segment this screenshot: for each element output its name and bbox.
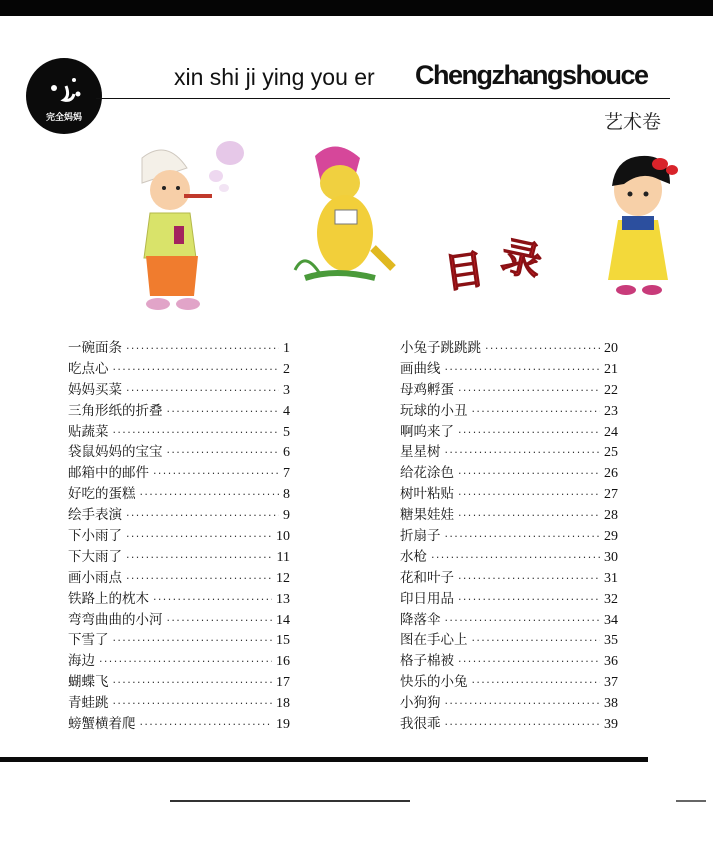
toc-entry[interactable] [400,651,618,672]
toc-entry-title: 贴蔬菜 [68,423,109,440]
toc-entry[interactable] [400,589,618,610]
toc-entry-page: 20 [604,341,618,356]
logo-figure-icon [44,74,84,104]
toc-leader-dots [445,527,601,548]
toc-entry-page: 8 [283,487,290,503]
child-blowing-bubbles-illustration [112,128,252,318]
toc-leader-dots [458,652,600,673]
toc-entry[interactable] [68,338,290,359]
toc-entry-title: 螃蟹横着爬 [68,716,136,733]
toc-entry-page: 38 [604,696,618,712]
toc-entry-title: 啊呜来了 [400,423,454,440]
toc-leader-dots [445,694,601,715]
toc-entry-title: 妈妈买菜 [68,381,122,398]
toc-entry-page: 22 [604,382,618,398]
toc-entry[interactable] [400,672,618,693]
toc-entry-page: 4 [283,403,290,419]
toc-leader-dots [472,673,601,694]
toc-entry[interactable] [400,401,618,422]
toc-entry-title: 格子棉被 [400,653,454,670]
toc-entry-page: 7 [283,466,290,482]
toc-entry-page: 2 [283,361,290,377]
toc-entry-title: 给花涂色 [400,465,454,482]
toc-entry-page: 10 [276,529,290,545]
toc-entry[interactable] [68,672,290,693]
toc-entry-page: 36 [604,654,618,670]
brand-title: Chengzhangshouce [415,60,648,90]
toc-leader-dots [126,339,279,360]
toc-leader-dots [126,527,272,548]
toc-entry[interactable] [68,693,290,714]
toc-entry[interactable] [400,463,618,484]
toc-leader-dots [458,423,600,444]
toc-leader-dots [458,381,600,402]
toc-leader-dots [167,443,280,464]
header-divider [96,98,670,99]
toc-entry-title: 下大雨了 [68,548,122,565]
toc-leader-dots [113,673,273,694]
toc-entry-title: 快乐的小兔 [400,674,468,691]
toc-leader-dots [113,423,280,444]
footer-thin-rule [170,800,410,802]
toc-entry-title: 糖果娃娃 [400,507,454,524]
toc-entry-page: 32 [604,591,618,607]
toc-leader-dots [472,402,601,423]
toc-leader-dots [167,611,273,632]
toc-leader-dots [445,443,601,464]
toc-entry[interactable] [400,484,618,505]
toc-entry-page: 1 [283,341,290,356]
toc-entry-page: 27 [604,487,618,503]
toc-leader-dots [458,506,600,527]
toc-entry[interactable] [400,442,618,463]
toc-entry-page: 23 [604,403,618,419]
toc-entry[interactable] [68,380,290,401]
logo-text: 完全妈妈 [45,113,82,123]
toc-entry-page: 15 [276,633,290,649]
toc-entry-title: 图在手心上 [400,632,468,649]
toc-entry[interactable] [400,568,618,589]
toc-leader-dots [153,590,272,611]
toc-entry-page: 29 [604,529,618,545]
toc-entry-page: 34 [604,612,618,628]
toc-leader-dots [445,360,601,381]
toc-entry[interactable] [68,359,290,380]
toc-leader-dots [113,694,273,715]
toc-entry-title: 三角形纸的折叠 [68,402,163,419]
toc-entry-title: 花和叶子 [400,569,454,586]
volume-label: 艺术卷 [604,111,662,133]
toc-entry-page: 17 [276,675,290,691]
toc-entry-title: 铁路上的枕木 [68,590,149,607]
toc-entry-page: 14 [276,612,290,628]
toc-entry-title: 蝴蝶飞 [68,674,109,691]
toc-leader-dots [445,715,601,736]
toc-entry-page: 9 [283,508,290,524]
toc-right-column [400,338,618,735]
toc-entry-page: 26 [604,466,618,482]
toc-leader-dots [140,485,280,506]
toc-leader-dots [458,485,600,506]
toc-leader-dots [431,548,600,569]
toc-entry-page: 16 [276,654,290,670]
toc-entry[interactable] [68,630,290,651]
toc-entry[interactable] [400,714,618,735]
toc-leader-dots [99,652,272,673]
toc-leader-dots [445,611,601,632]
toc-entry[interactable] [68,484,290,505]
toc-leader-dots [126,548,273,569]
toc-entry[interactable] [68,610,290,631]
toc-entry-page: 18 [276,696,290,712]
toc-entry-page: 12 [276,570,290,586]
toc-entry-page: 39 [604,717,618,733]
toc-entry-title: 树叶粘贴 [400,486,454,503]
toc-leader-dots [113,360,280,381]
toc-entry[interactable] [400,505,618,526]
toc-entry[interactable] [400,610,618,631]
toc-entry[interactable] [68,714,290,735]
toc-entry-page: 24 [604,424,618,440]
toc-leader-dots [458,590,600,611]
toc-leader-dots [113,631,273,652]
toc-entry-title: 玩球的小丑 [400,402,468,419]
toc-entry-page: 37 [604,675,618,691]
toc-entry-page: 35 [604,633,618,649]
contents-heading-char-2: 录 [496,233,546,287]
toc-entry[interactable] [400,380,618,401]
toc-entry-title: 我很乖 [400,716,441,733]
toc-entry-title: 袋鼠妈妈的宝宝 [68,444,163,461]
toc-entry[interactable] [400,338,618,359]
toc-entry-title: 小兔子跳跳跳 [400,340,481,356]
toc-entry-title: 一碗面条 [68,340,122,356]
toc-entry[interactable] [68,422,290,443]
toc-leader-dots [485,339,600,360]
toc-entry-title: 下小雨了 [68,528,122,545]
toc-entry[interactable] [400,526,618,547]
toc-entry-title: 印日用品 [400,590,454,607]
toc-leader-dots [458,464,600,485]
toc-entry-title: 水枪 [400,548,427,565]
toc-entry[interactable] [68,463,290,484]
toc-entry[interactable] [68,442,290,463]
toc-entry[interactable] [400,630,618,651]
toc-entry-page: 31 [604,570,618,586]
toc-entry-title: 画曲线 [400,360,441,377]
toc-entry[interactable] [400,359,618,380]
toc-entry-page: 21 [604,361,618,377]
footer-short-rule [676,800,706,802]
toc-entry[interactable] [400,422,618,443]
toc-entry-page: 11 [276,549,290,565]
kangaroo-illustration [285,138,405,288]
toc-entry-page: 6 [283,445,290,461]
toc-entry-title: 弯弯曲曲的小河 [68,611,163,628]
toc-entry-title: 降落伞 [400,611,441,628]
toc-entry-title: 海边 [68,653,95,670]
toc-entry-page: 30 [604,549,618,565]
toc-entry-page: 5 [283,424,290,440]
toc-entry-page: 19 [276,717,290,733]
toc-leader-dots [472,631,601,652]
toc-entry-title: 母鸡孵蛋 [400,381,454,398]
toc-entry-title: 星星树 [400,444,441,461]
toc-leader-dots [458,569,600,590]
toc-entry-title: 绘手表演 [68,507,122,524]
publisher-logo [26,58,102,134]
toc-entry-page: 28 [604,508,618,524]
toc-leader-dots [126,381,279,402]
girl-illustration [596,150,696,300]
toc-leader-dots [140,715,273,736]
toc-entry-title: 下雪了 [68,632,109,649]
toc-entry-title: 青蛙跳 [68,695,109,712]
toc-entry-title: 小狗狗 [400,695,441,712]
contents-heading [440,233,570,298]
footer-thick-rule [0,757,648,762]
top-black-bar [0,0,713,16]
series-pinyin: xin shi ji ying you er [174,64,375,90]
toc-entry[interactable] [68,401,290,422]
toc-entry-page: 25 [604,445,618,461]
contents-heading-char-1: 目 [441,246,488,298]
toc-leader-dots [126,506,279,527]
toc-entry[interactable] [400,693,618,714]
toc-leader-dots [126,569,272,590]
toc-entry-title: 好吃的蛋糕 [68,486,136,503]
toc-entry[interactable] [68,589,290,610]
toc-entry[interactable] [400,547,618,568]
toc-entry[interactable] [68,651,290,672]
toc-entry[interactable] [68,505,290,526]
toc-left-column [68,338,290,735]
toc-leader-dots [153,464,279,485]
toc-entry-title: 邮箱中的邮件 [68,465,149,482]
toc-entry[interactable] [68,526,290,547]
toc-entry[interactable] [68,568,290,589]
toc-entry-title: 吃点心 [68,360,109,377]
toc-entry-title: 画小雨点 [68,569,122,586]
toc-entry-page: 3 [283,382,290,398]
toc-entry-title: 折扇子 [400,528,441,545]
toc-leader-dots [167,402,280,423]
toc-entry-page: 13 [276,591,290,607]
toc-entry[interactable] [68,547,290,568]
